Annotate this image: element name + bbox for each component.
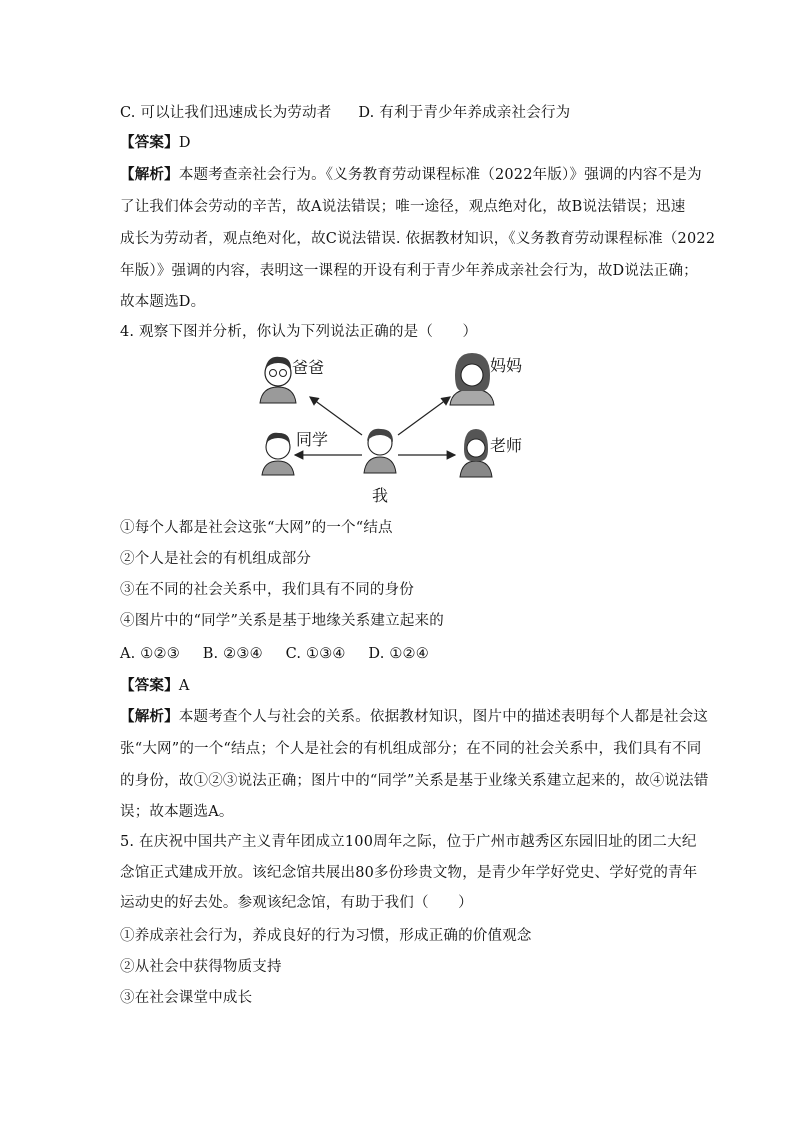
q3-options-row xyxy=(120,103,570,123)
q4-options-row xyxy=(120,644,429,664)
q4-statement-3: ③在不同的社会关系中，我们具有不同的身份 xyxy=(120,582,414,598)
q5-statement-3: ③在社会课堂中成长 xyxy=(120,990,253,1006)
analysis-text: 本题考查亲社会行为。《义务教育劳动课程标准（2022年版）》强调的内容不是为 xyxy=(178,167,702,183)
q3-option-c: C. 可以让我们迅速成长为劳动者 xyxy=(120,105,332,121)
q4-stem: 4. 观察下图并分析，你认为下列说法正确的是（ ） xyxy=(120,324,478,340)
q4-statement-4: ④图片中的“同学”关系是基于地缘关系建立起来的 xyxy=(120,613,444,629)
teacher-figure xyxy=(460,429,492,477)
analysis-text: 本题考查个人与社会的关系。依据教材知识，图片中的描述表明每个人都是社会这 xyxy=(178,709,709,725)
q4-statement-2: ②个人是社会的有机组成部分 xyxy=(120,551,312,567)
relationship-diagram xyxy=(250,345,540,510)
q4-option-a: A. ①②③ xyxy=(120,646,180,662)
classmate-figure xyxy=(262,433,294,475)
label-teacher: 老师 xyxy=(490,436,523,455)
q3-answer xyxy=(120,133,191,153)
q5-stem-line-2: 念馆正式建成开放。该纪念馆共展出80多份珍贵文物，是青少年学好党史、学好党的青年 xyxy=(120,865,698,881)
q3-analysis-line-2: 了让我们体会劳动的辛苦，故A说法错误；唯一途径，观点绝对化，故B说法错误；迅速 xyxy=(120,199,686,215)
q3-option-d: D. 有利于青少年养成亲社会行为 xyxy=(358,105,571,121)
q3-analysis-line-3: 成长为劳动者，观点绝对化，故C说法错误. 依据教材知识，《义务教育劳动课程标准（2022 xyxy=(120,231,716,247)
q4-analysis-line-4: 误；故本题选A。 xyxy=(120,804,234,820)
q4-analysis-line-2: 张“大网”的一个“结点；个人是社会的有机组成部分；在不同的社会关系中，我们具有不同 xyxy=(120,741,702,757)
q5-statement-2: ②从社会中获得物质支持 xyxy=(120,959,282,975)
answer-value: D xyxy=(178,135,191,151)
answer-tag: 【答案】 xyxy=(120,677,179,694)
dad-figure xyxy=(260,357,296,403)
q5-statement-1: ①养成亲社会行为，养成良好的行为习惯，形成正确的价值观念 xyxy=(120,928,532,944)
q4-option-b: B. ②③④ xyxy=(202,646,263,662)
q4-analysis-line-3: 的身份，故①②③说法正确；图片中的“同学”关系是基于业缘关系建立起来的，故④说法错 xyxy=(120,773,709,789)
q4-option-d: D. ①②④ xyxy=(368,646,429,662)
label-me: 我 xyxy=(372,486,389,505)
me-figure xyxy=(364,429,396,473)
answer-tag: 【答案】 xyxy=(120,134,179,151)
mom-figure xyxy=(450,353,494,405)
q4-analysis-line-1 xyxy=(120,707,708,727)
q5-stem-line-1: 5. 在庆祝中国共产主义青年团成立100周年之际，位于广州市越秀区东园旧址的团二大纪 xyxy=(120,834,697,850)
arrow-to-mom xyxy=(398,397,450,435)
analysis-tag: 【解析】 xyxy=(120,166,179,183)
q4-option-c: C. ①③④ xyxy=(285,646,346,662)
label-classmate: 同学 xyxy=(296,430,329,449)
q3-analysis-line-5: 故本题选D。 xyxy=(120,294,206,310)
q5-stem-line-3: 运动史的好去处。参观该纪念馆，有助于我们（ ） xyxy=(120,895,473,911)
label-mom: 妈妈 xyxy=(490,356,523,375)
q3-analysis-line-1 xyxy=(120,165,702,185)
label-dad: 爸爸 xyxy=(292,358,325,377)
answer-value: A xyxy=(178,678,190,694)
q4-answer xyxy=(120,676,189,696)
q4-statement-1: ①每个人都是社会这张“大网”的一个“结点 xyxy=(120,520,393,536)
q3-analysis-line-4: 年版）》强调的内容，表明这一课程的开设有利于青少年养成亲社会行为，故D说法正确； xyxy=(120,263,698,279)
analysis-tag: 【解析】 xyxy=(120,708,179,725)
